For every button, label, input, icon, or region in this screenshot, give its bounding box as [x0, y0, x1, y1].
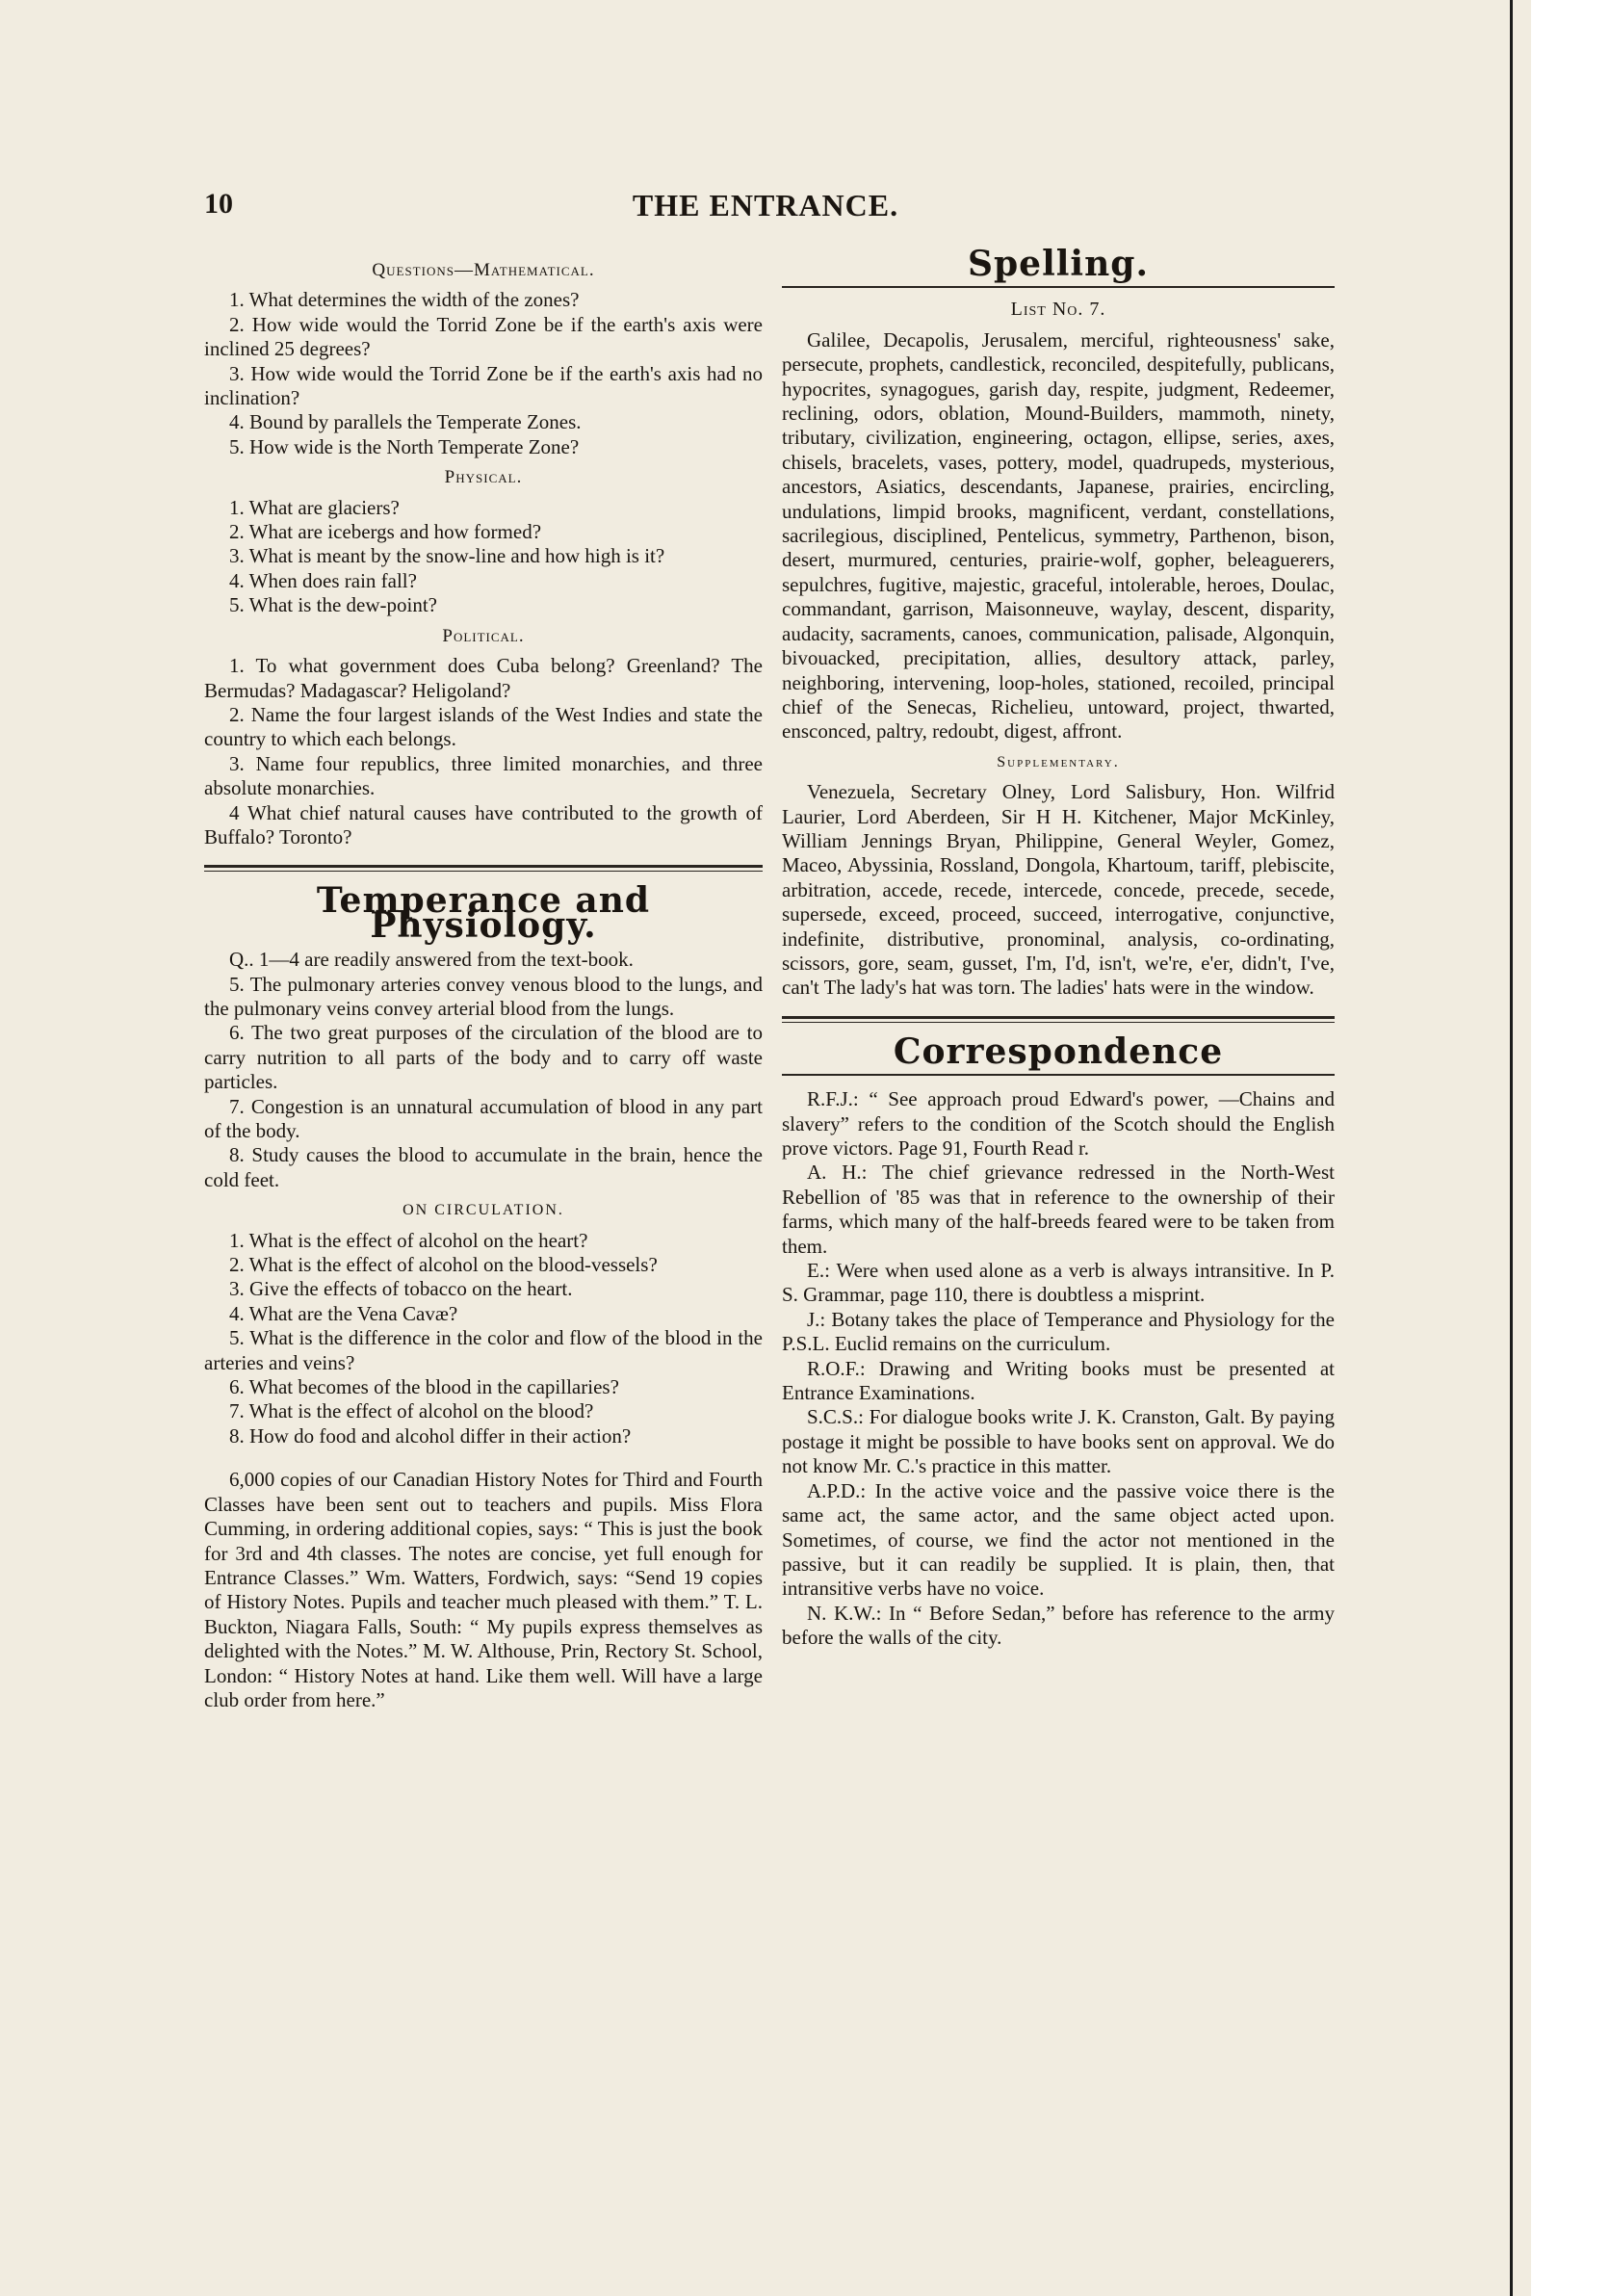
spacer — [204, 1448, 763, 1468]
section-divider — [782, 1016, 1335, 1023]
temperance-answer: 7. Congestion is an unnatural accumulation of blood in any part of the body. — [204, 1094, 763, 1142]
physical-question: 5. What is the dew-point? — [229, 593, 437, 617]
left-column — [204, 252, 763, 1712]
scan-edge-line — [1510, 0, 1513, 2296]
section-divider — [204, 865, 763, 872]
correspondence-item: J.: Botany takes the place of Temperance and Physiology for the P.S.L. Euclid remains on the curriculum. — [782, 1307, 1335, 1356]
circulation-question: 5. What is the difference in the color and flow of the blood in the arteries and veins? — [204, 1326, 763, 1374]
list-heading: List No. 7. — [1010, 299, 1106, 321]
title-rule — [782, 286, 1335, 288]
correspondence-item: R.F.J.: “ See approach proud Edward's power, —Chains and slavery” refers to the condition of the Scotch should the English prove victors. Page 91, Fourth Read r. — [782, 1087, 1335, 1160]
temperance-answer: Q.. 1—4 are readily answered from the text-book. — [229, 948, 634, 972]
math-question: 4. Bound by parallels the Temperate Zones. — [229, 410, 582, 434]
political-question: 4 What chief natural causes have contributed to the growth of Buffalo? Toronto? — [204, 800, 763, 848]
physical-heading: Physical. — [444, 467, 523, 488]
circulation-question: 4. What are the Vena Cavæ? — [229, 1301, 458, 1325]
title-rule — [782, 1074, 1335, 1076]
political-question: 2. Name the four largest islands of the West Indies and state the country to which each belongs. — [204, 702, 763, 751]
supplementary-list: Venezuela, Secretary Olney, Lord Salisbury, Hon. Wilfrid Laurier, Lord Aberdeen, Sir H H. Kitchener, Major McKinley, William Jennings Bryan, Philippine, General Weyler, Gomez, Maceo, Abyssinia, Rossland, Dongola, Khartoum, tariff, plebiscite, arbitration, accede, recede, intercede, concede, precede, secede, supersede, exceed, proceed, succeed, interrogative, conjunctive, indefinite, distributive, pronominal, analysis, co-ordinating, scissors, gore, seam, gusset, I'm, I'd, isn't, we're, e'er, didn't, I've, can't The lady's hat was torn. The ladies' hats were in the window. — [782, 780, 1335, 1000]
correspondence-item: A.P.D.: In the active voice and the passive voice there is the same act, the same actor, and the same object acted upon. Sometimes, of course, we find the actor not mentioned in the passive, but it can readily be supplied. It is plain, then, that intransitive verbs have no voice. — [782, 1478, 1335, 1601]
spelling-title: Spelling. — [968, 244, 1149, 284]
correspondence-title: Correspondence — [893, 1031, 1224, 1072]
temperance-answer: 6. The two great purposes of the circulation of the blood are to carry nutrition to all parts of the body and to carry off waste particles. — [204, 1021, 763, 1094]
physical-question: 2. What are icebergs and how formed? — [229, 520, 542, 544]
correspondence-item: R.O.F.: Drawing and Writing books must be presented at Entrance Examinations. — [782, 1356, 1335, 1405]
correspondence-item: N. K.W.: In “ Before Sedan,” before has reference to the army before the walls of the city. — [782, 1601, 1335, 1650]
correspondence-item: S.C.S.: For dialogue books write J. K. Cranston, Galt. By paying postage it might be possible to have books sent on approval. We do not know Mr. C.'s practice in this matter. — [782, 1405, 1335, 1478]
circulation-question: 2. What is the effect of alcohol on the blood-vessels? — [229, 1253, 658, 1277]
spelling-list: Galilee, Decapolis, Jerusalem, merciful, righteousness' sake, persecute, prophets, candlestick, reconciled, despitefully, publicans, hypocrites, synagogues, garish day, respite, judgment, Redeemer, reclining, odors, oblation, Mound-Builders, mammoth, ninety, tributary, civilization, engineering, octagon, ellipse, series, axes, chisels, bracelets, vases, pottery, model, quadrupeds, mysterious, ancestors, Asiatics, descendants, Japanese, prairies, encircling, undulations, limpid brooks, magnificent, verdant, constellations, sacrilegious, disciplined, Pentelicus, symmetry, Parthenon, bison, desert, murmured, centuries, prairie-wolf, gopher, beleaguerers, sepulchres, fugitive, majestic, graceful, intolerable, heroes, Doulac, commandant, garrison, Maisonneuve, waylay, descent, disparity, audacity, sacraments, canoes, communication, palisade, Algonquin, bivouacked, precipitation, allies, desultory attack, parley, neighboring, intervening, loop-holes, stationed, recoiled, principal chief of the Senecas, Richelieu, untoward, project, thwarted, ensconced, paltry, redoubt, digest, affront. — [782, 327, 1335, 744]
physical-question: 4. When does rain fall? — [229, 568, 417, 592]
math-question: 3. How wide would the Torrid Zone be if the earth's axis had no inclination? — [204, 361, 763, 410]
circulation-heading: ON CIRCULATION. — [402, 1202, 564, 1219]
temperance-answer: 5. The pulmonary arteries convey venous blood to the lungs, and the pulmonary veins convey arterial blood from the lungs. — [204, 972, 763, 1020]
page-number: 10 — [204, 188, 233, 220]
running-head: THE ENTRANCE. — [632, 188, 899, 222]
right-column — [782, 244, 1335, 1651]
math-question: 1. What determines the width of the zones? — [229, 288, 580, 312]
circulation-question: 7. What is the effect of alcohol on the blood? — [229, 1399, 594, 1423]
circulation-question: 6. What becomes of the blood in the capillaries? — [229, 1375, 619, 1399]
supplementary-heading: Supplementary. — [997, 753, 1120, 770]
circulation-question: 3. Give the effects of tobacco on the heart. — [229, 1277, 573, 1301]
math-question: 5. How wide is the North Temperate Zone? — [229, 434, 580, 458]
political-heading: Political. — [442, 625, 525, 646]
history-notes-notice: 6,000 copies of our Canadian History Notes for Third and Fourth Classes have been sent out to teachers and pupils. Miss Flora Cumming, in ordering additional copies, says: “ This is just the book for 3rd and 4th classes. The notes are concise, yet full enough for Entrance Classes.” Wm. Watters, Fordwich, says: “Send 19 copies of History Notes. Pupils and teacher much pleased with them.” T. L. Buckton, Niagara Falls, South: “ My pupils express themselves as delighted with the Notes.” M. W. Althouse, Prin, Rectory St. School, London: “ History Notes at hand. Like them well. Will have a large club order from here.” — [204, 1468, 763, 1711]
correspondence-item: A. H.: The chief grievance redressed in the North-West Rebellion of '85 was that in reference to the ownership of their farms, which many of the half-breeds feared were to be taken from them. — [782, 1161, 1335, 1258]
temperance-title: Temperance and Physiology. — [316, 880, 651, 946]
political-question: 1. To what government does Cuba belong? Greenland? The Bermudas? Madagascar? Heligoland? — [204, 654, 763, 702]
correspondence-item: E.: Were when used alone as a verb is always intransitive. In P. S. Grammar, page 110, there is doubtless a misprint. — [782, 1259, 1335, 1307]
circulation-question: 1. What is the effect of alcohol on the heart? — [229, 1228, 588, 1252]
political-question: 3. Name four republics, three limited monarchies, and three absolute monarchies. — [204, 751, 763, 800]
circulation-question: 8. How do food and alcohol differ in their action? — [229, 1423, 632, 1448]
scan-margin — [1531, 0, 1610, 2296]
physical-question: 1. What are glaciers? — [229, 495, 400, 519]
math-heading: Questions—Mathematical. — [372, 260, 595, 280]
math-question: 2. How wide would the Torrid Zone be if the earth's axis were inclined 25 degrees? — [204, 312, 763, 361]
physical-question: 3. What is meant by the snow-line and how high is it? — [229, 544, 665, 568]
temperance-answer: 8. Study causes the blood to accumulate in the brain, hence the cold feet. — [204, 1143, 763, 1191]
